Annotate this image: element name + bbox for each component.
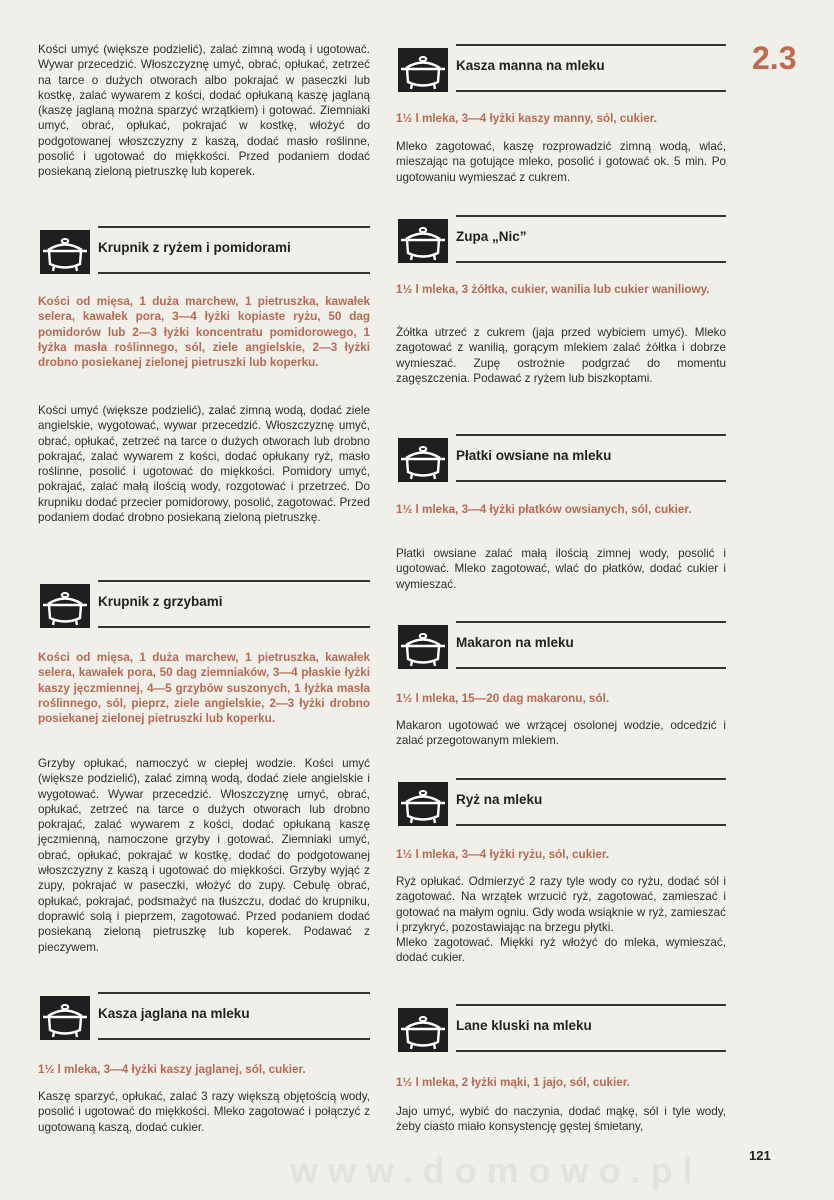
method-block	[396, 139, 726, 185]
cooking-pot-icon	[398, 219, 448, 263]
header-rule-bottom	[456, 90, 726, 92]
recipe-ingredients: 1½ l mleka, 15—20 dag makaronu, sól.	[396, 692, 610, 705]
recipe-zupa-nic	[396, 215, 726, 265]
header-rule-bottom	[456, 261, 726, 263]
method-block	[396, 718, 726, 749]
recipe-ingredients: 1½ l mleka, 3—4 łyżki kaszy jaglanej, sól, cukier.	[38, 1063, 306, 1076]
header-rule-bottom	[456, 824, 726, 826]
cooking-pot-icon	[40, 996, 90, 1040]
page-number: 121	[749, 1148, 771, 1163]
intro-paragraph: Kości umyć (większe podzielić), zalać zimną wodą i ugotować. Wywar przecedzić. Włoszczyznę umyć, obrać, opłukać, zetrzeć na tarce o dużych otworach albo pokrajać w paseczki lub kostkę, zalać wywarem z kości, dodać opłukaną kaszę jaglaną (kaszę jaglaną można sparzyć wrzątkiem) i gotować. Ziemniaki umyć, obrać, opłukać, pokrajać w kostkę, włożyć do podgotowanej włoszczyzny z kaszą, dodać masło roślinne, posolić i ugotować do miękkości. Przed podaniem dodać posiekaną zieloną pietruszkę lub koperek.	[38, 43, 370, 179]
header-rule-bottom	[98, 1038, 370, 1040]
recipe-title: Ryż na mleku	[456, 792, 543, 807]
recipe-method: Mleko zagotować, kaszę rozprowadzić zimną wodą, wlać, mieszając na gotujące mleko, posolić i gotować ok. 5 min. Po ugotowaniu wymieszać z cukrem.	[396, 140, 726, 184]
recipe-method: Kości umyć (większe podzielić), zalać zimną wodą, dodać ziele angielskie, wygotować, wywar przecedzić. Włoszczyznę umyć, obrać, opłukać, zetrzeć na tarce o dużych otworach lub drobno pokrajać, zalać wywarem z kości, dodać opłukany ryż, masło roślinne, posolić i ugotować do miękkości. Pomidory umyć, pokrajać, zalać małą ilością wody, rozgotować i przetrzeć. Do krupniku dodać przecier pomidorowy, posolić, zagotować. Przed podaniem dodać drobno posiekaną zieloną pietruszkę.	[38, 404, 370, 525]
ingredients-block	[396, 847, 726, 862]
recipe-header	[38, 992, 370, 1042]
recipe-method-continued: Mleko zagotować. Miękki ryż włożyć do mleka, wymieszać, dodać cukier.	[396, 936, 726, 965]
recipe-title: Płatki owsiane na mleku	[456, 448, 612, 463]
ingredients-block	[396, 502, 726, 517]
recipe-title: Krupnik z ryżem i pomidorami	[98, 240, 291, 255]
recipe-ingredients: 1½ l mleka, 3—4 łyżki kaszy manny, sól, cukier.	[396, 112, 657, 125]
recipe-title: Zupa „Nic”	[456, 229, 527, 244]
recipe-header	[396, 215, 726, 265]
recipe-ingredients: Kości od mięsa, 1 duża marchew, 1 pietruszka, kawałek selera, kawałek pora, 50 dag ziemniaków, 3—4 płaskie łyżki kaszy jęczmiennej, 4—5 grzybów suszonych, 1 łyżka masła roślinnego, sól, pieprz, ziele angielskie, 2—3 łyżki drobno posiekanej zielonej pietruszki lub koperku.	[38, 651, 370, 726]
recipe-header	[396, 44, 726, 94]
cooking-pot-icon	[398, 438, 448, 482]
recipe-method: Żółtka utrzeć z cukrem (jaja przed wybiciem umyć). Mleko zagotować z wanilią, gorącym mlekiem zalać żółtka i dobrze wymieszać. Zupę ostrożnie podgrzać do momentu zagęszczenia. Podawać z ryżem lub biszkoptami.	[396, 326, 726, 385]
method-block	[38, 403, 370, 525]
header-rule-bottom	[456, 1050, 726, 1052]
recipe-header	[38, 226, 370, 276]
method-block	[396, 546, 726, 592]
recipe-title: Makaron na mleku	[456, 635, 574, 650]
header-rule-bottom	[456, 480, 726, 482]
recipe-method: Ryż opłukać. Odmierzyć 2 razy tyle wody co ryżu, dodać sól i zagotować. Na wrzątek wrzucić ryż, zagotować, zamieszać i gotować na małym ogniu. Gdy woda wsiąknie w ryż, zamieszać i przykryć, pozostawiając na brzegu płytki.	[396, 875, 726, 934]
cooking-pot-icon	[40, 584, 90, 628]
cooking-pot-icon	[398, 1008, 448, 1052]
header-rule-top	[98, 992, 370, 994]
ingredients-block	[38, 650, 370, 726]
ingredients-block	[396, 111, 726, 126]
recipe-kasza-manna	[396, 44, 726, 94]
header-rule-top	[456, 44, 726, 46]
intro-paragraph-block	[38, 42, 370, 180]
cooking-pot-icon	[40, 230, 90, 274]
recipe-header	[38, 580, 370, 630]
recipe-krupnik-grzyby	[38, 580, 370, 630]
header-rule-bottom	[98, 626, 370, 628]
header-rule-top	[456, 215, 726, 217]
header-rule-top	[98, 580, 370, 582]
recipe-title: Lane kluski na mleku	[456, 1018, 592, 1033]
recipe-title: Kasza manna na mleku	[456, 58, 605, 73]
ingredients-block	[396, 691, 726, 706]
ingredients-block	[38, 1062, 370, 1077]
recipe-method: Kaszę sparzyć, opłukać, zalać 3 razy większą objętością wody, posolić i ugotować do miękkości. Mleko zagotować i połączyć z ugotowaną kaszą, dodać cukier.	[38, 1090, 370, 1134]
recipe-ingredients: 1½ l mleka, 3 żółtka, cukier, wanilia lub cukier waniliowy.	[396, 283, 710, 296]
method-block	[396, 325, 726, 386]
recipe-header	[396, 778, 726, 828]
recipe-title: Krupnik z grzybami	[98, 594, 223, 609]
recipe-ingredients: 1½ l mleka, 3—4 łyżki ryżu, sól, cukier.	[396, 848, 610, 861]
ingredients-block	[396, 1075, 726, 1090]
header-rule-top	[456, 434, 726, 436]
header-rule-top	[456, 621, 726, 623]
recipe-header	[396, 434, 726, 484]
header-rule-top	[456, 778, 726, 780]
recipe-kasza-jaglana	[38, 992, 370, 1042]
recipe-header	[396, 1004, 726, 1054]
recipe-lane-kluski	[396, 1004, 726, 1054]
ingredients-block	[396, 282, 726, 297]
watermark: www.domowo.pl	[290, 1150, 703, 1191]
recipe-method: Płatki owsiane zalać małą ilością zimnej wody, posolić i ugotować. Mleko zagotować, wlać do płatków, dodać cukier i wymieszać.	[396, 547, 726, 591]
recipe-makaron	[396, 621, 726, 671]
recipe-method: Jajo umyć, wybić do naczynia, dodać mąkę, sól i tyle wody, żeby ciasto miało konsystencję gęstej śmietany,	[396, 1105, 726, 1134]
cooking-pot-icon	[398, 48, 448, 92]
method-block	[38, 1089, 370, 1135]
section-number: 2.3	[752, 40, 797, 76]
recipe-method: Makaron ugotować we wrzącej osolonej wodzie, odcedzić i zalać przegotowanym mlekiem.	[396, 719, 726, 748]
ingredients-block	[38, 294, 370, 370]
cooking-pot-icon	[398, 782, 448, 826]
header-rule-bottom	[98, 272, 370, 274]
recipe-ingredients: 1½ l mleka, 2 łyżki mąki, 1 jajo, sól, cukier.	[396, 1076, 630, 1089]
recipe-title: Kasza jaglana na mleku	[98, 1006, 250, 1021]
recipe-ingredients: 1½ l mleka, 3—4 łyżki płatków owsianych, sól, cukier.	[396, 503, 692, 516]
method-block	[38, 756, 370, 955]
recipe-ingredients: Kości od mięsa, 1 duża marchew, 1 pietruszka, kawałek selera, kawałek pora, 3—4 łyżki kopiaste ryżu, 50 dag pomidorów lub 2—3 łyżki koncentratu pomidorowego, 1 łyżka masła roślinnego, sól, ziele angielskie, 2—3 łyżki drobno posiekanej zielonej pietruszki lub koperku.	[38, 295, 370, 370]
header-rule-bottom	[456, 667, 726, 669]
recipe-platki-owsiane	[396, 434, 726, 484]
recipe-krupnik-ryz	[38, 226, 370, 276]
recipe-header	[396, 621, 726, 671]
cooking-pot-icon	[398, 625, 448, 669]
header-rule-top	[456, 1004, 726, 1006]
method-block	[396, 1104, 726, 1135]
recipe-method: Grzyby opłukać, namoczyć w ciepłej wodzie. Kości umyć (większe podzielić), zalać zimną wodą, dodać ziele angielskie i wygotować. Wywar przecedzić. Włoszczyznę umyć, obrać, opłukać, zetrzeć na tarce o dużych otworach lub drobno pokrajać, zalać wywarem z kości, dodać opłukaną kaszę jęczmienną, namoczone grzyby i gotować. Ziemniaki umyć, obrać, opłukać, pokrajać w kostkę, dodać do podgotowanej włoszczyzny z kaszą i ugotować do miękkości. Grzyby wyjąć z zupy, pokrajać w paseczki, włożyć do zupy. Cebulę obrać, opłukać, pokrajać, podsmażyć na tłuszczu, dodać do krupniku, doprawić solą i pieprzem, zagotować. Przed podaniem dodać posiekaną zieloną pietruszkę lub koperek. Podawać z pieczywem.	[38, 757, 370, 954]
recipe-ryz	[396, 778, 726, 828]
method-block	[396, 874, 726, 966]
header-rule-top	[98, 226, 370, 228]
